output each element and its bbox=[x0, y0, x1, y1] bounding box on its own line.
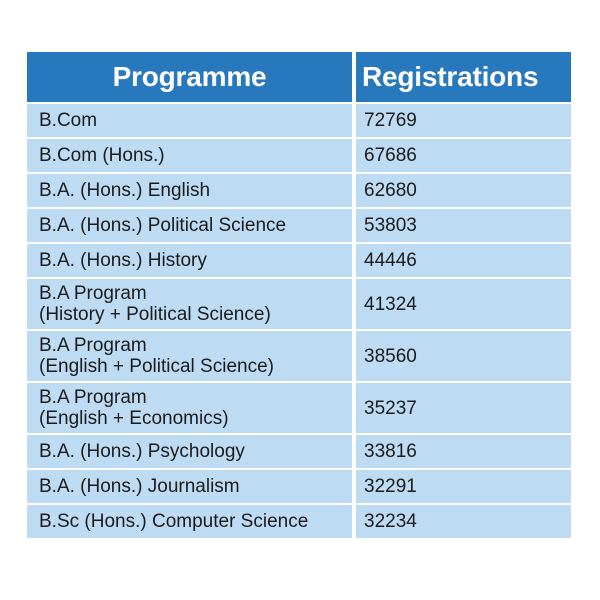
programme-line-1: B.A Program bbox=[39, 387, 147, 408]
programme-line-2: (History + Political Science) bbox=[39, 304, 271, 325]
programme-line-1: B.A. (Hons.) English bbox=[39, 180, 211, 201]
table-row[interactable] bbox=[27, 383, 571, 433]
cell-registrations: 32291 bbox=[356, 470, 571, 503]
table-row[interactable] bbox=[27, 279, 571, 329]
table-row[interactable] bbox=[27, 209, 571, 242]
table-row[interactable] bbox=[27, 104, 571, 137]
table-header bbox=[27, 52, 571, 102]
cell-registrations: 67686 bbox=[356, 139, 571, 172]
cell-registrations: 44446 bbox=[356, 244, 571, 277]
table-row[interactable] bbox=[27, 470, 571, 503]
cell-registrations: 62680 bbox=[356, 174, 571, 207]
cell-registrations: 32234 bbox=[356, 505, 571, 538]
programme-line-1: B.A Program bbox=[39, 283, 147, 304]
table-row[interactable] bbox=[27, 244, 571, 277]
cell-programme bbox=[27, 435, 352, 468]
cell-programme bbox=[27, 331, 352, 381]
programme-line-1: B.A. (Hons.) Journalism bbox=[39, 476, 240, 497]
cell-programme bbox=[27, 139, 352, 172]
registrations-table-container bbox=[27, 52, 571, 538]
column-header-registrations[interactable]: Registrations bbox=[356, 52, 571, 102]
table-row[interactable] bbox=[27, 505, 571, 538]
cell-programme bbox=[27, 279, 352, 329]
programme-line-1: B.Sc (Hons.) Computer Science bbox=[39, 511, 309, 532]
table-row[interactable] bbox=[27, 174, 571, 207]
cell-programme bbox=[27, 505, 352, 538]
programme-line-2: (English + Political Science) bbox=[39, 356, 274, 377]
cell-programme bbox=[27, 470, 352, 503]
cell-registrations: 35237 bbox=[356, 383, 571, 433]
table-row[interactable] bbox=[27, 331, 571, 381]
programme-line-1: B.Com bbox=[39, 110, 98, 131]
cell-programme bbox=[27, 209, 352, 242]
programme-line-2: (English + Economics) bbox=[39, 408, 229, 429]
programme-line-1: B.A. (Hons.) Psychology bbox=[39, 441, 245, 462]
programme-line-1: B.A Program bbox=[39, 335, 147, 356]
programme-line-1: B.A. (Hons.) History bbox=[39, 250, 207, 271]
cell-programme bbox=[27, 174, 352, 207]
header-row bbox=[27, 52, 571, 102]
cell-registrations: 41324 bbox=[356, 279, 571, 329]
cell-registrations: 33816 bbox=[356, 435, 571, 468]
cell-registrations: 72769 bbox=[356, 104, 571, 137]
table-row[interactable] bbox=[27, 139, 571, 172]
cell-registrations: 38560 bbox=[356, 331, 571, 381]
registrations-table bbox=[27, 52, 571, 538]
programme-line-1: B.A. (Hons.) Political Science bbox=[39, 215, 287, 236]
cell-registrations: 53803 bbox=[356, 209, 571, 242]
cell-programme bbox=[27, 104, 352, 137]
programme-line-1: B.Com (Hons.) bbox=[39, 145, 165, 166]
table-row[interactable] bbox=[27, 435, 571, 468]
column-header-programme[interactable]: Programme bbox=[27, 52, 352, 102]
cell-programme bbox=[27, 383, 352, 433]
table-body bbox=[27, 102, 571, 538]
cell-programme bbox=[27, 244, 352, 277]
